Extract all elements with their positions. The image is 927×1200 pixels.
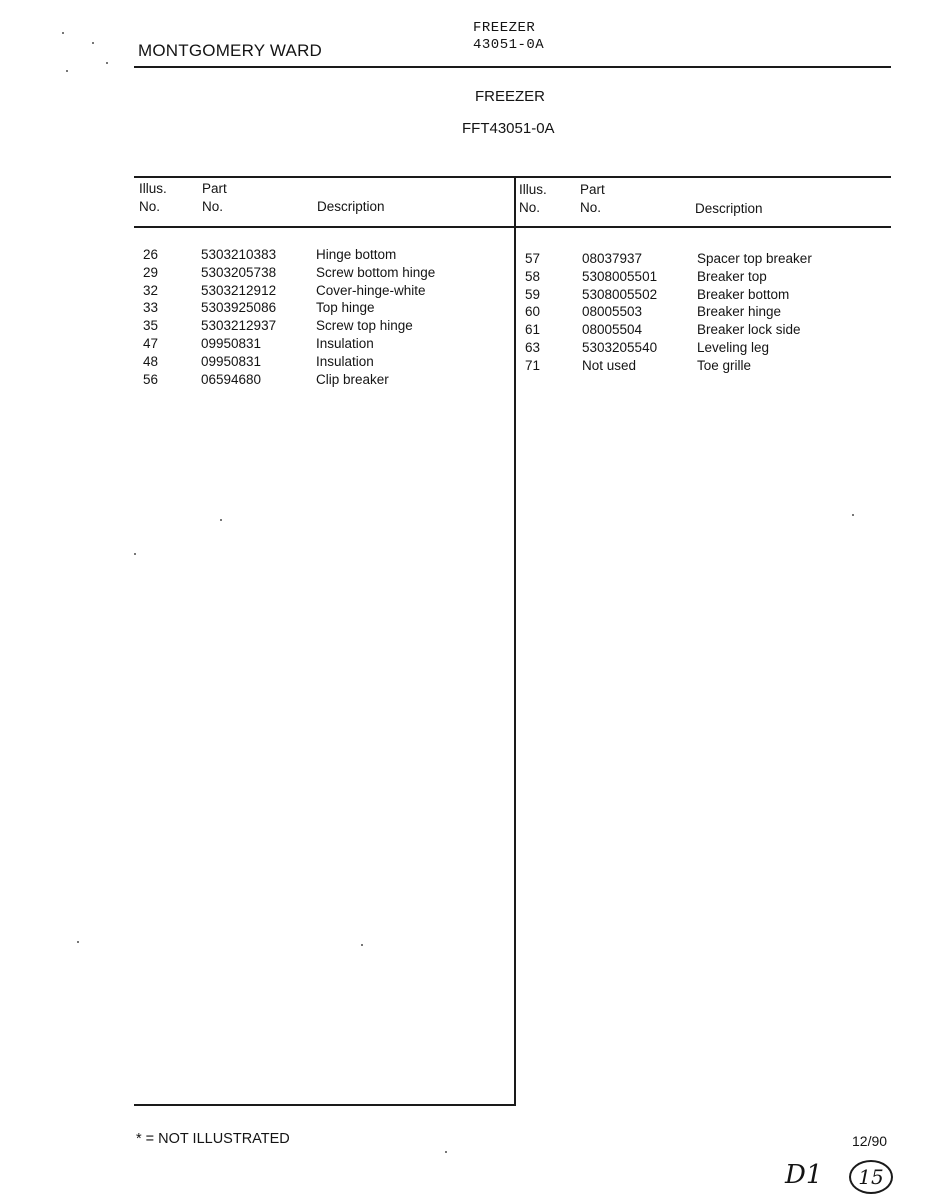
scan-speck (92, 42, 94, 44)
illus-number: 59 (525, 286, 541, 302)
part-number: 08005504 (582, 322, 643, 338)
illus-number: 61 (525, 322, 541, 338)
part-description: Insulation (316, 353, 374, 369)
part-number: 06594680 (201, 371, 262, 387)
table-row (525, 250, 885, 268)
table-row (143, 317, 503, 335)
circled-page-number: 15 (849, 1160, 893, 1194)
scan-speck (220, 519, 222, 521)
part-number: 09950831 (201, 353, 262, 369)
part-description: Breaker bottom (697, 286, 790, 302)
part-description: Hinge bottom (316, 247, 397, 262)
table-row (525, 268, 885, 286)
right-header-part (580, 181, 605, 217)
table-row (143, 353, 503, 371)
part-description: Spacer top breaker (697, 251, 812, 266)
part-description: Breaker hinge (697, 304, 782, 320)
part-description: Breaker lock side (697, 322, 801, 338)
table-row (143, 299, 503, 317)
part-number: 08037937 (582, 251, 643, 266)
table-row (525, 339, 885, 357)
header-illus-line1: Illus. (519, 182, 547, 197)
document-title: FREEZER (475, 88, 546, 105)
table-row (143, 371, 503, 389)
header-illus-line2: No. (519, 200, 541, 215)
part-description: Top hinge (316, 300, 375, 316)
scan-speck (852, 514, 854, 516)
illus-number: 48 (143, 353, 159, 369)
part-number: 5303205540 (582, 339, 658, 355)
illus-number: 29 (143, 264, 159, 280)
table-row (143, 264, 503, 282)
illus-number: 35 (143, 318, 159, 334)
part-number: 5303212937 (201, 318, 277, 334)
table-row (143, 282, 503, 300)
part-description: Leveling leg (697, 339, 770, 355)
header-part-line1: Part (202, 181, 227, 196)
scan-speck (106, 62, 108, 64)
right-parts-list (525, 250, 885, 375)
header-rule (134, 66, 891, 68)
header-illus-line1: Illus. (139, 181, 167, 196)
table-row (525, 303, 885, 321)
model-type-label: FREEZER (473, 20, 536, 36)
header-illus-line2: No. (139, 199, 161, 214)
part-description: Breaker top (697, 268, 767, 284)
part-number: 09950831 (201, 335, 262, 351)
left-header-description: Description (317, 199, 385, 214)
illus-number: 32 (143, 282, 159, 298)
left-parts-list (143, 246, 503, 388)
illus-number: 57 (525, 251, 541, 266)
part-number: 5303212912 (201, 282, 277, 298)
table-row (525, 286, 885, 304)
table-row (143, 246, 503, 264)
part-number: 5308005502 (582, 286, 658, 302)
header-part-line1: Part (580, 182, 605, 197)
scan-speck (77, 941, 79, 943)
part-number: 5303205738 (201, 264, 277, 280)
illus-number: 26 (143, 247, 159, 262)
scan-speck (66, 70, 68, 72)
scan-speck (361, 944, 363, 946)
right-header-illus (519, 181, 547, 217)
part-description: Clip breaker (316, 371, 389, 387)
revision-date: 12/90 (852, 1133, 888, 1149)
table-bottom-rule (134, 1104, 516, 1106)
table-header-rule (134, 226, 891, 228)
part-description: Toe grille (697, 357, 752, 373)
illus-number: 47 (143, 335, 159, 351)
part-number: 08005503 (582, 304, 643, 320)
document-subtitle: FFT43051-0A (462, 120, 555, 137)
part-description: Insulation (316, 335, 374, 351)
table-row (525, 357, 885, 375)
header-part-line2: No. (202, 199, 224, 214)
model-number-label: 43051-0A (473, 37, 545, 53)
scan-speck (445, 1151, 447, 1153)
illus-number: 33 (143, 300, 159, 316)
right-header-description: Description (695, 201, 763, 216)
left-header-illus (139, 180, 167, 216)
part-description: Cover-hinge-white (316, 282, 426, 298)
illus-number: 56 (143, 371, 159, 387)
table-row (143, 335, 503, 353)
scan-speck (134, 553, 136, 555)
part-description: Screw bottom hinge (316, 264, 436, 280)
illus-number: 63 (525, 339, 541, 355)
part-description: Screw top hinge (316, 318, 413, 334)
scan-speck (62, 32, 64, 34)
not-illustrated-footnote: * = NOT ILLUSTRATED (136, 1131, 290, 1147)
table-row (525, 321, 885, 339)
table-top-rule (134, 176, 891, 178)
left-header-part (202, 180, 227, 216)
handwritten-code: D1 (785, 1160, 823, 1190)
part-number: Not used (582, 357, 637, 373)
illus-number: 58 (525, 268, 541, 284)
table-column-divider (514, 176, 516, 1106)
illus-number: 71 (525, 357, 541, 373)
brand-name: MONTGOMERY WARD (138, 41, 323, 60)
part-number: 5308005501 (582, 268, 658, 284)
header-part-line2: No. (580, 200, 602, 215)
part-number: 5303925086 (201, 300, 277, 316)
illus-number: 60 (525, 304, 541, 320)
part-number: 5303210383 (201, 247, 277, 262)
